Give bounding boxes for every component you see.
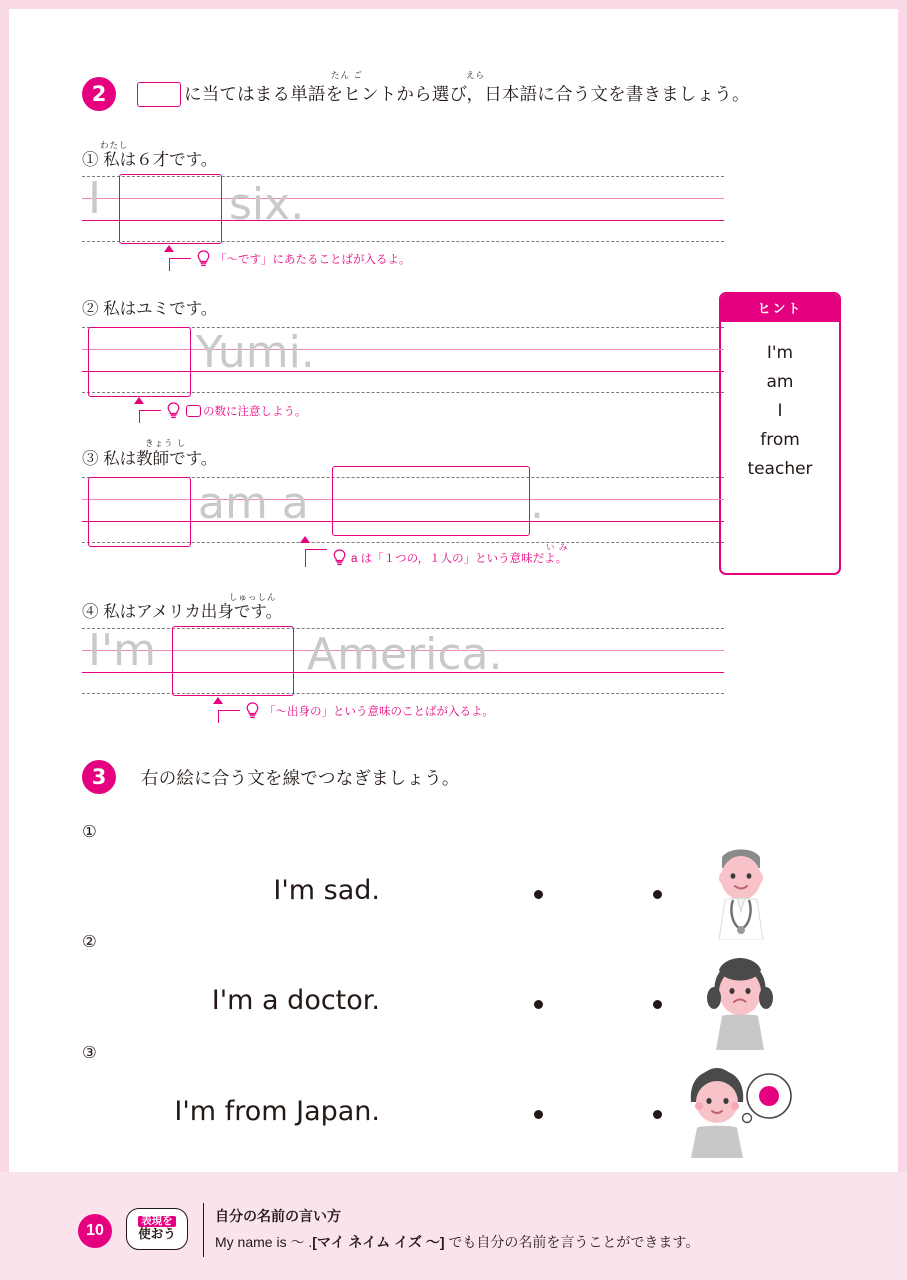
hint-item: from <box>760 430 800 450</box>
answer-box-3b[interactable] <box>332 466 530 536</box>
ruby-erabi: えら <box>466 70 486 80</box>
callout-1-arrow-stem <box>169 258 170 271</box>
hint-item: teacher <box>747 459 813 479</box>
footer-body <box>215 1232 699 1252</box>
ghost-text-1-before: I <box>88 173 101 224</box>
doctor-man-icon <box>703 848 779 940</box>
lightbulb-icon <box>166 402 181 419</box>
sad-girl-icon <box>700 958 780 1050</box>
match-dot-right-1[interactable] <box>653 890 662 899</box>
ghost-text-3-mid: am a <box>198 478 309 529</box>
callout-1-text: 「～です」にあたることばが入るよ。 <box>215 254 411 266</box>
ruby-kyoushi: きょう し <box>145 438 187 448</box>
left-margin-bar <box>0 0 9 1280</box>
match-dot-left-2[interactable] <box>534 1000 543 1009</box>
ruby-tango: たん ご <box>331 70 363 80</box>
ruby-watashi-1: わたし <box>100 140 129 150</box>
question-3-label: ③ 私は教師です。 <box>82 450 218 468</box>
section-2-title: に当てはまる単語をヒントから選び，日本語に合う文を書きましょう。 <box>184 84 750 104</box>
section-2-title-box <box>137 82 181 107</box>
match-row-1-sentence: I'm sad. <box>273 875 380 906</box>
callout-2-text: の数に注意しよう。 <box>203 406 307 418</box>
question-4-label: ④ 私はアメリカ出身です。 <box>82 603 283 621</box>
callout-3-arrow-stem <box>305 549 306 567</box>
footer-body-prefix: My name is ～ . <box>215 1234 313 1250</box>
callout-4-text: 「～出身の」という意味のことばが入るよ。 <box>264 706 494 718</box>
section-3-title: 右の絵に合う文を線でつなぎましょう。 <box>141 768 460 788</box>
expression-badge-line2: 使おう <box>138 1227 176 1242</box>
ghost-text-4-after: America. <box>307 629 503 680</box>
callout-1-arrow-head <box>164 245 174 252</box>
footer-body-katakana: [マイ ネイム イズ ～] <box>312 1234 445 1250</box>
callout-2-arrow-bar <box>139 410 161 411</box>
callout-3-ruby: い み <box>546 542 569 552</box>
hint-item: I'm <box>766 343 794 363</box>
hint-item: am <box>766 372 794 392</box>
right-margin-bar <box>898 0 907 1280</box>
expression-badge-line1: 表現を <box>138 1216 176 1227</box>
match-dot-left-3[interactable] <box>534 1110 543 1119</box>
section-3-number: 3 <box>82 760 116 794</box>
match-dot-left-1[interactable] <box>534 890 543 899</box>
ghost-text-1-after: six. <box>229 179 305 230</box>
match-dot-right-2[interactable] <box>653 1000 662 1009</box>
lightbulb-icon <box>245 702 260 719</box>
top-margin-bar <box>0 0 907 9</box>
page-number: 10 <box>78 1214 112 1248</box>
match-row-2-label: ② <box>82 933 97 951</box>
footer-divider <box>203 1203 204 1257</box>
ghost-text-4-before: I'm <box>88 625 156 676</box>
callout-4-arrow-head <box>213 697 223 704</box>
hint-box-items <box>721 322 839 498</box>
hint-box <box>719 292 841 575</box>
section-2-number: 2 <box>82 77 116 111</box>
callout-4-arrow-bar <box>218 710 240 711</box>
answer-box-2[interactable] <box>88 327 191 397</box>
ghost-text-2-after: Yumi. <box>196 327 315 378</box>
boy-japan-flag-icon <box>683 1068 793 1158</box>
hint-box-header: ヒント <box>721 294 839 322</box>
callout-3-text: a は「１つの，１人の」という意味だよ。 <box>351 553 568 565</box>
lightbulb-icon <box>196 250 211 267</box>
callout-3-arrow-bar <box>305 549 327 550</box>
ruby-shusshin: しゅっしん <box>229 592 277 602</box>
lightbulb-icon <box>332 549 347 566</box>
callout-2-arrow-head <box>134 397 144 404</box>
hint-item: I <box>777 401 783 421</box>
answer-box-4[interactable] <box>172 626 294 696</box>
match-dot-right-3[interactable] <box>653 1110 662 1119</box>
question-1-label: ① 私は６才です。 <box>82 151 218 169</box>
match-row-3-sentence: I'm from Japan. <box>174 1096 380 1127</box>
match-row-2-sentence: I'm a doctor. <box>211 985 380 1016</box>
ghost-text-3-after: . <box>530 478 544 529</box>
callout-1-arrow-bar <box>169 258 191 259</box>
answer-box-1[interactable] <box>119 174 222 244</box>
question-2-label: ② 私はユミです。 <box>82 300 218 318</box>
callout-4-arrow-stem <box>218 710 219 723</box>
match-row-1-label: ① <box>82 823 97 841</box>
footer-body-suffix: でも自分の名前を言うことができます。 <box>444 1234 700 1250</box>
match-row-3-label: ③ <box>82 1044 97 1062</box>
callout-2-arrow-stem <box>139 410 140 423</box>
footer-title: 自分の名前の言い方 <box>215 1208 341 1224</box>
callout-2-mini-box <box>186 405 201 417</box>
expression-badge <box>126 1208 188 1250</box>
answer-box-3a[interactable] <box>88 477 191 547</box>
callout-3-arrow-head <box>300 536 310 543</box>
